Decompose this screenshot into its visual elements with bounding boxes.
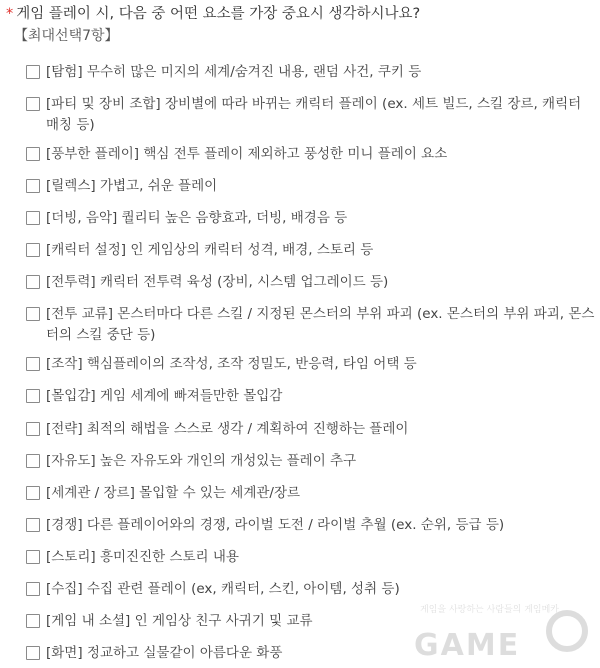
max-selection-hint: 【최대선택7항】 xyxy=(14,28,119,44)
option-freedom[interactable] xyxy=(26,451,596,472)
option-label: [자유도] 높은 자유도와 개인의 개성있는 플레이 추구 xyxy=(46,453,357,469)
gamemeca-watermark xyxy=(414,600,594,663)
option-competition[interactable] xyxy=(26,515,596,536)
checkbox[interactable] xyxy=(26,275,40,289)
option-label: [풍부한 플레이] 핵심 전투 플레이 제외하고 풍성한 미니 플레이 요소 xyxy=(46,146,448,162)
option-label: [몰입감] 게임 세계에 빠져들만한 몰입감 xyxy=(46,388,283,404)
option-label: [캐릭터 설정] 인 게임상의 캐릭터 성격, 배경, 스토리 등 xyxy=(46,242,374,258)
checkbox[interactable] xyxy=(26,518,40,532)
option-label: [조작] 핵심플레이의 조작성, 조작 정밀도, 반응력, 타임 어택 등 xyxy=(46,356,417,372)
checkbox[interactable] xyxy=(26,422,40,436)
checkbox[interactable] xyxy=(26,614,40,628)
option-strategy[interactable] xyxy=(26,419,596,440)
option-label: [세계관 / 장르] 몰입할 수 있는 세계관/장르 xyxy=(46,485,301,501)
option-collection[interactable] xyxy=(26,579,596,600)
watermark-subtext: 게임을 사랑하는 사람들의 게임메카 xyxy=(420,605,559,615)
option-combat-interaction[interactable] xyxy=(26,304,596,346)
option-label: [수집] 수집 관련 플레이 (ex, 캐릭터, 스킨, 아이템, 성취 등) xyxy=(46,581,400,597)
option-label: [스토리] 흥미진진한 스토리 내용 xyxy=(46,549,239,565)
option-label: [탐험] 무수히 많은 미지의 세계/숨겨진 내용, 랜덤 사건, 쿠키 등 xyxy=(46,64,422,80)
watermark-logo-icon xyxy=(546,610,588,652)
option-relax[interactable] xyxy=(26,176,596,197)
watermark-text: GAME xyxy=(414,628,521,663)
checkbox[interactable] xyxy=(26,179,40,193)
checkbox[interactable] xyxy=(26,147,40,161)
option-exploration[interactable] xyxy=(26,62,596,83)
checkbox[interactable] xyxy=(26,389,40,403)
checkbox[interactable] xyxy=(26,65,40,79)
option-dubbing-music[interactable] xyxy=(26,208,596,229)
option-label: [게임 내 소셜] 인 게임상 친구 사귀기 및 교류 xyxy=(46,613,313,629)
option-label: [릴렉스] 가볍고, 쉬운 플레이 xyxy=(46,178,218,194)
option-label: [전략] 최적의 해법을 스스로 생각 / 계획하여 진행하는 플레이 xyxy=(46,421,409,437)
option-character-setting[interactable] xyxy=(26,240,596,261)
checkbox[interactable] xyxy=(26,646,40,660)
checkbox[interactable] xyxy=(26,243,40,257)
checkbox[interactable] xyxy=(26,211,40,225)
option-controls[interactable] xyxy=(26,354,596,375)
checkbox[interactable] xyxy=(26,97,40,111)
option-label: [파티 및 장비 조합] 장비별에 따라 바뀌는 캐릭터 플레이 (ex. 세트 빌드, 스킬 장르, 캐릭터 매칭 등) xyxy=(46,96,582,133)
option-rich-play[interactable] xyxy=(26,144,596,165)
question-text: 게임 플레이 시, 다음 중 어떤 요소를 가장 중요시 생각하시나요? xyxy=(16,6,421,22)
checkbox[interactable] xyxy=(26,357,40,371)
option-label: [화면] 정교하고 실물같이 아름다운 화풍 xyxy=(46,645,283,661)
option-party-equipment[interactable] xyxy=(26,94,596,136)
checkbox[interactable] xyxy=(26,550,40,564)
checkbox[interactable] xyxy=(26,486,40,500)
option-immersion[interactable] xyxy=(26,386,596,407)
option-label: [더빙, 음악] 퀄리티 높은 음향효과, 더빙, 배경음 등 xyxy=(46,210,348,226)
option-combat-power[interactable] xyxy=(26,272,596,293)
option-worldview-genre[interactable] xyxy=(26,483,596,504)
option-story[interactable] xyxy=(26,547,596,568)
checkbox[interactable] xyxy=(26,307,40,321)
required-mark: * xyxy=(6,6,14,22)
option-label: [전투 교류] 몬스터마다 다른 스킬 / 지정된 몬스터의 부위 파괴 (ex. 몬스터의 부위 파괴, 몬스터의 스킬 중단 등) xyxy=(46,306,595,343)
checkbox[interactable] xyxy=(26,582,40,596)
option-label: [전투력] 캐릭터 전투력 육성 (장비, 시스템 업그레이드 등) xyxy=(46,274,389,290)
option-label: [경쟁] 다른 플레이어와의 경쟁, 라이벌 도전 / 라이벌 추월 (ex. 순위, 등급 등) xyxy=(46,517,505,533)
checkbox[interactable] xyxy=(26,454,40,468)
